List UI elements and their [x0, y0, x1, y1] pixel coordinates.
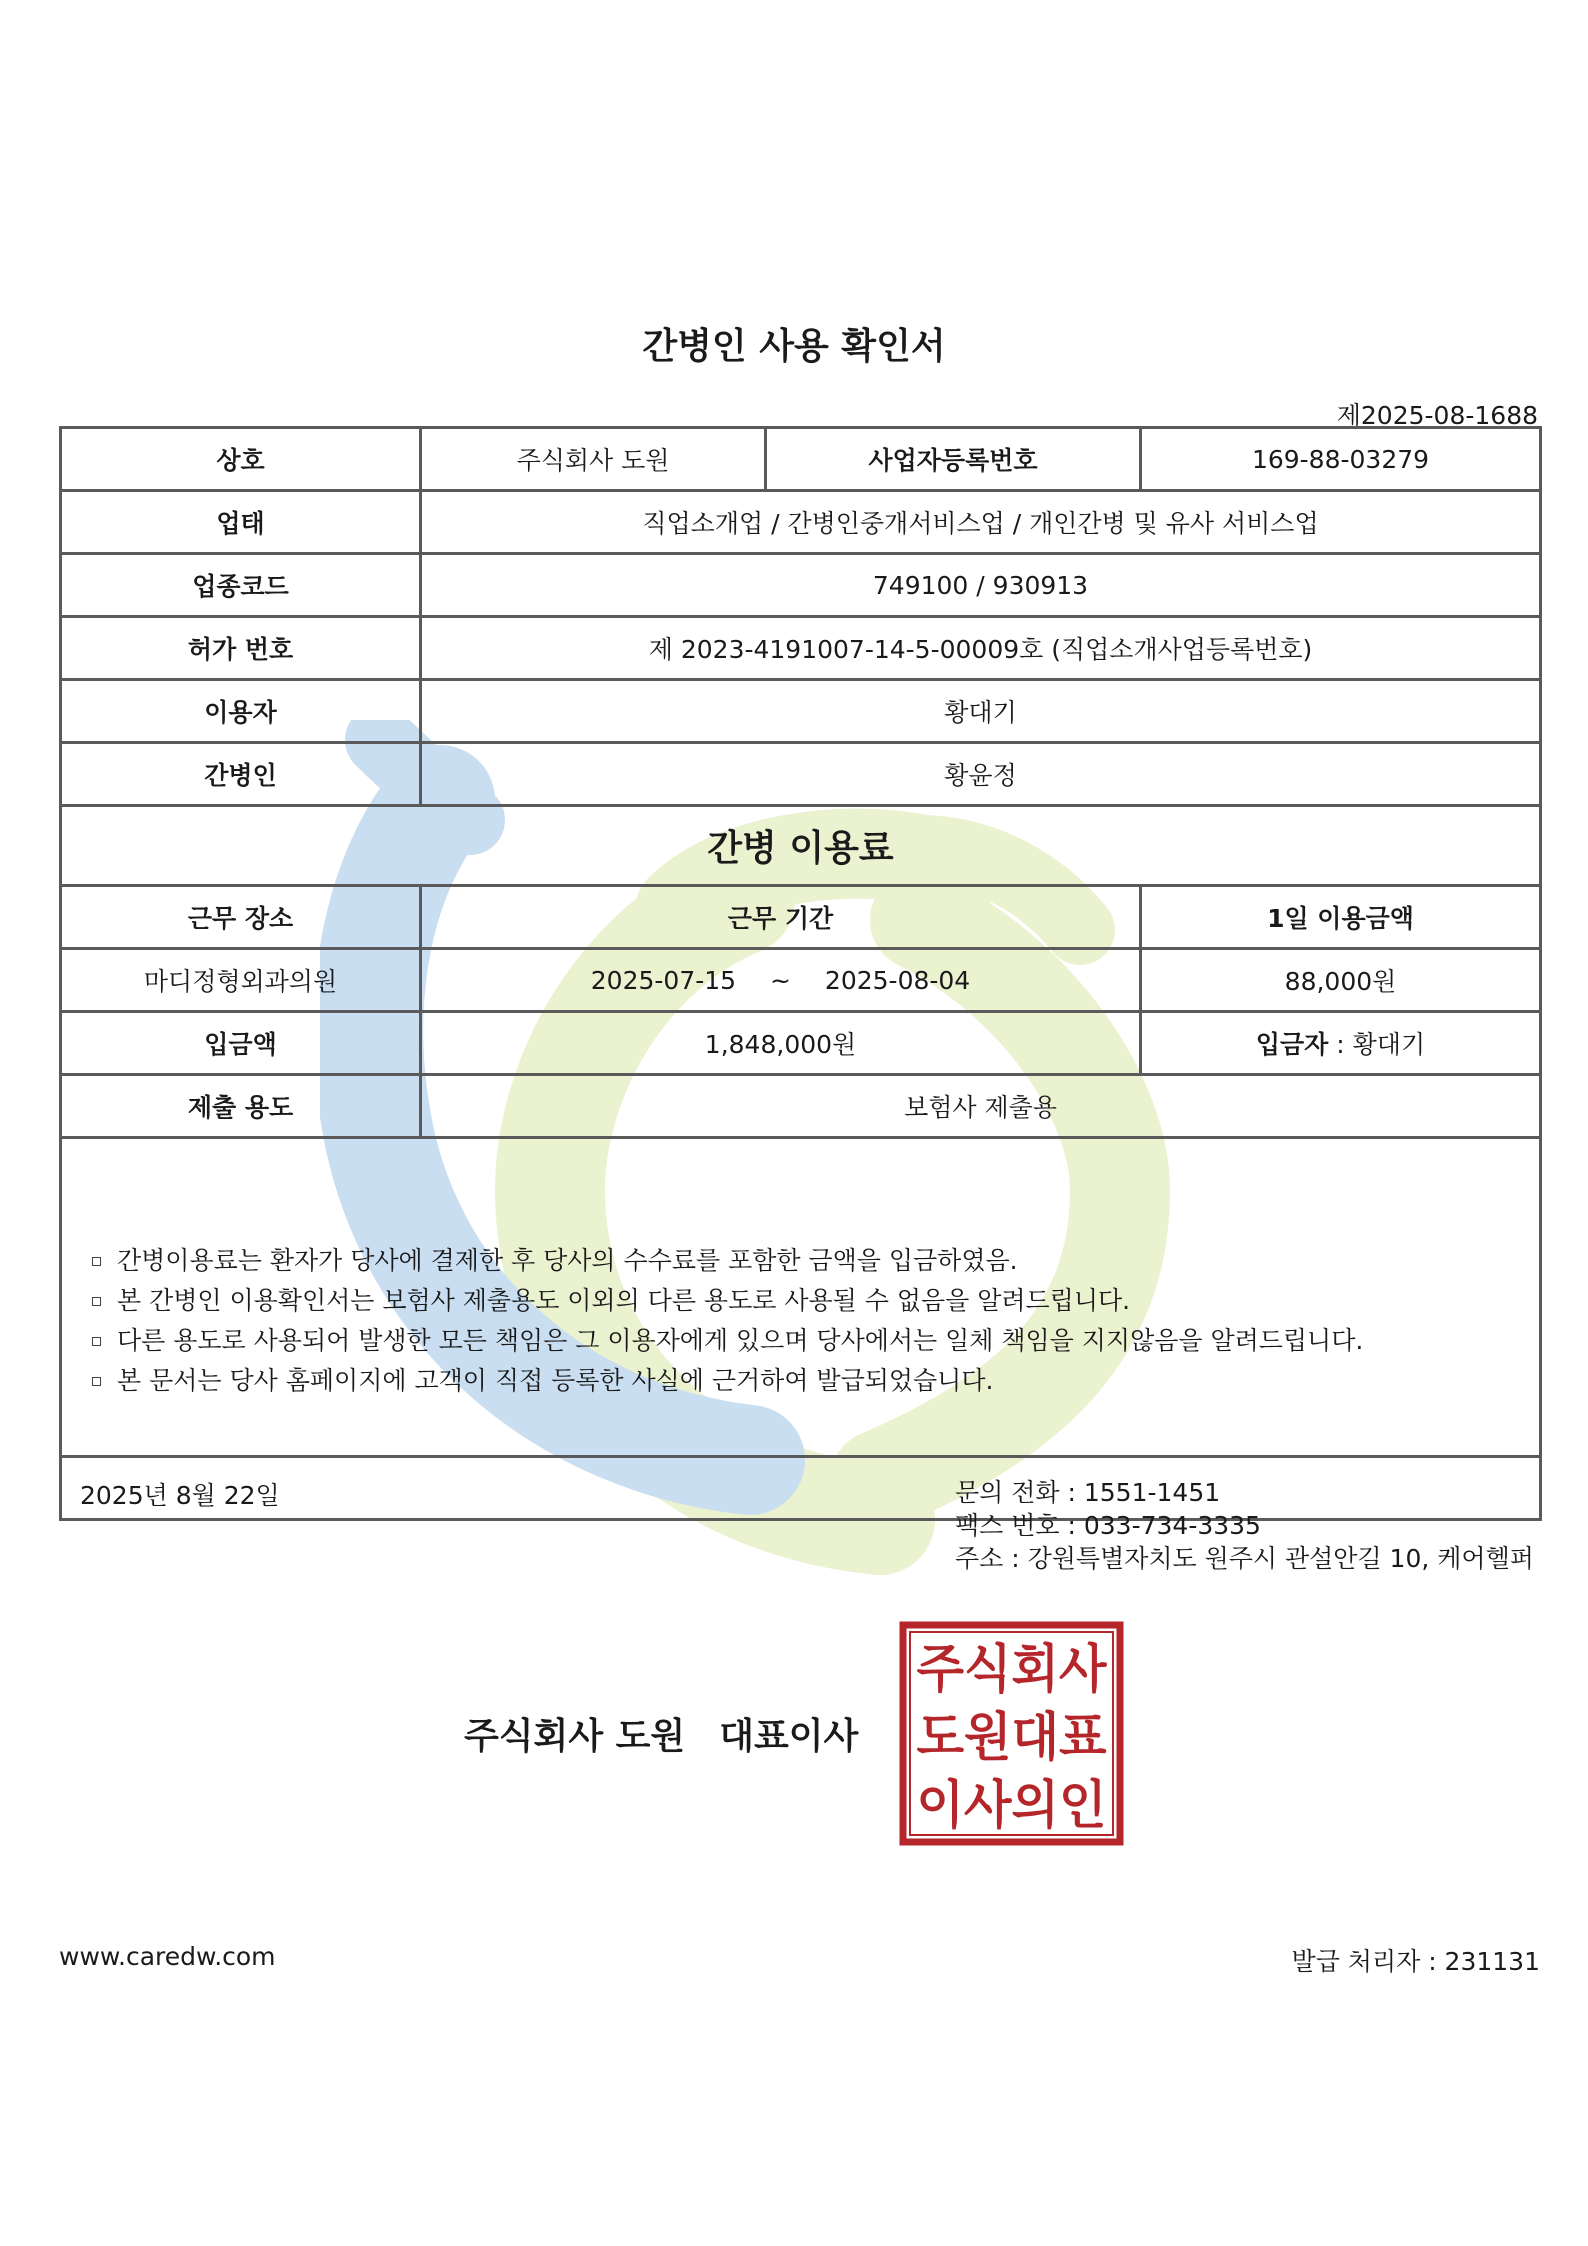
issue-processor: 발급 처리자 : 231131 [1291, 1947, 1540, 1976]
svg-text:이사의인: 이사의인 [916, 1776, 1107, 1836]
purpose: 보험사 제출용 [421, 1075, 1541, 1138]
company-name-label: 상호 [61, 428, 421, 491]
document-number: 제2025-08-1688 [1336, 401, 1538, 430]
purpose-label: 제출 용도 [61, 1075, 421, 1138]
period-header: 근무 기간 [421, 886, 1141, 949]
biz-reg-number: 169-88-03279 [1141, 428, 1541, 491]
confirmation-table [59, 426, 1542, 1836]
period-end: 2025-08-04 [824, 965, 971, 995]
depositor-separator: : [1328, 1030, 1353, 1059]
contact-address: 주소 : 강원특별자치도 원주시 관설안길 10, 케어헬퍼 [955, 1544, 1534, 1573]
row-company [61, 428, 1541, 491]
note-item: 다른 용도로 사용되어 발생한 모든 책임은 그 이용자에게 있으며 당사에서는 일체 책임을 지지않음을 알려드립니다. [86, 1321, 1539, 1361]
biz-reg-label: 사업자등록번호 [766, 428, 1141, 491]
fee-section-title: 간병 이용료 [61, 806, 1541, 886]
daily-amount: 88,000원 [1141, 949, 1541, 1012]
svg-text:도원대표: 도원대표 [916, 1708, 1107, 1768]
website-link[interactable]: www.caredw.com [59, 1942, 276, 1971]
caregiver-label: 간병인 [61, 743, 421, 806]
deposit-amount: 1,848,000원 [421, 1012, 1141, 1075]
notes-cell [61, 1138, 1541, 1457]
company-signature [464, 1708, 858, 1759]
row-fee-section [61, 806, 1541, 886]
issue-date: 2025년 8월 22일 [80, 1481, 280, 1510]
row-fee-values [61, 949, 1541, 1012]
work-period [421, 949, 1141, 1012]
company-name: 주식회사 도원 [421, 428, 766, 491]
period-separator: ~ [770, 965, 791, 995]
row-deposit [61, 1012, 1541, 1075]
license-number: 제 2023-4191007-14-5-00009호 (직업소개사업등록번호) [421, 617, 1541, 680]
period-start: 2025-07-15 [590, 965, 737, 995]
contact-phone: 문의 전화 : 1551-1451 [955, 1478, 1221, 1507]
work-place: 마디정형외과의원 [61, 949, 421, 1012]
row-user [61, 680, 1541, 743]
place-header: 근무 장소 [61, 886, 421, 949]
industry-code: 749100 / 930913 [421, 554, 1541, 617]
deposit-label: 입금액 [61, 1012, 421, 1075]
row-footer [61, 1457, 1541, 1520]
note-item: 간병이용료는 환자가 당사에 결제한 후 당사의 수수료를 포함한 금액을 입금하였음. [86, 1241, 1539, 1281]
footer-cell [61, 1457, 1541, 1836]
notes-list [62, 1139, 1539, 1401]
square-bullet-icon [92, 1257, 101, 1266]
row-caregiver [61, 743, 1541, 806]
business-type: 직업소개업 / 간병인중개서비스업 / 개인간병 및 유사 서비스업 [421, 491, 1541, 554]
row-purpose [61, 1075, 1541, 1138]
depositor-name: 황대기 [1352, 1030, 1426, 1059]
caregiver-name: 황윤정 [421, 743, 1541, 806]
user-name: 황대기 [421, 680, 1541, 743]
signature-company-name: 주식회사 도원 [464, 1716, 686, 1757]
note-item: 본 문서는 당사 홈페이지에 고객이 직접 등록한 사실에 근거하여 발급되었습니다. [86, 1361, 1539, 1401]
depositor [1141, 1012, 1541, 1075]
contact-fax: 팩스 번호 : 033-734-3335 [955, 1511, 1261, 1540]
row-fee-headers [61, 886, 1541, 949]
business-type-label: 업태 [61, 491, 421, 554]
square-bullet-icon [92, 1377, 101, 1386]
square-bullet-icon [92, 1297, 101, 1306]
license-label: 허가 번호 [61, 617, 421, 680]
user-label: 이용자 [61, 680, 421, 743]
square-bullet-icon [92, 1337, 101, 1346]
contact-info [955, 1476, 1534, 1575]
depositor-label: 입금자 [1255, 1030, 1329, 1059]
row-license [61, 617, 1541, 680]
industry-code-label: 업종코드 [61, 554, 421, 617]
daily-amount-header: 1일 이용금액 [1141, 886, 1541, 949]
row-business-type [61, 491, 1541, 554]
note-item: 본 간병인 이용확인서는 보험사 제출용도 이외의 다른 용도로 사용될 수 없음을 알려드립니다. [86, 1281, 1539, 1321]
svg-text:주식회사: 주식회사 [916, 1640, 1108, 1700]
row-notes [61, 1138, 1541, 1457]
document-title: 간병인 사용 확인서 [642, 326, 946, 367]
signature-ceo-title: 대표이사 [719, 1716, 859, 1757]
company-seal-stamp [899, 1621, 1124, 1846]
row-industry-code [61, 554, 1541, 617]
